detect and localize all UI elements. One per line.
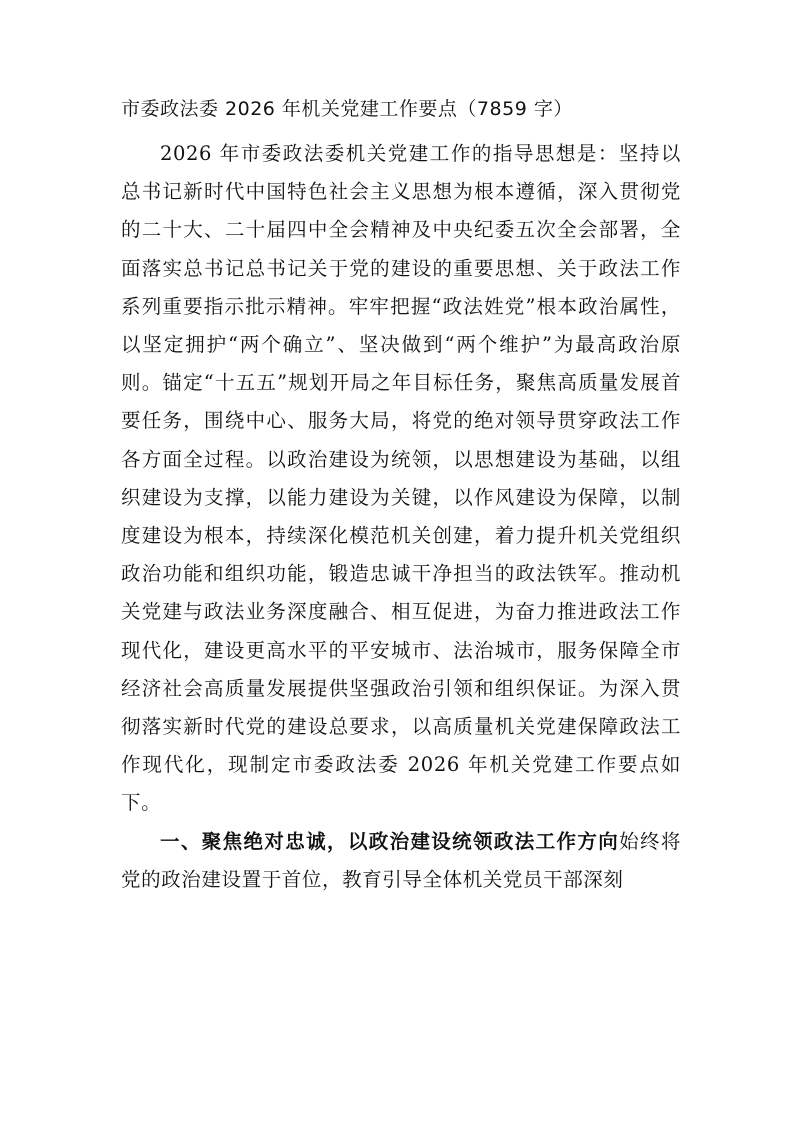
section-1-paragraph	[121, 823, 681, 899]
section-1-heading: 一、聚焦绝对忠诚，以政治建设统领政法工作方向	[160, 829, 620, 853]
document-body	[121, 88, 681, 899]
intro-paragraph: 2026 年市委政法委机关党建工作的指导思想是：坚持以总书记新时代中国特色社会主义思想为根本遵循，深入贯彻党的二十大、二十届四中全会精神及中央纪委五次全会部署，全面落实总书记总书记关于党的建设的重要思想、关于政法工作系列重要指示批示精神。牢牢把握“政法姓党”根本政治属性，以坚定拥护“两个确立”、坚决做到“两个维护”为最高政治原则。锚定“十五五”规划开局之年目标任务，聚焦高质量发展首要任务，围绕中心、服务大局，将党的绝对领导贯穿政法工作各方面全过程。以政治建设为统领，以思想建设为基础，以组织建设为支撑，以能力建设为关键，以作风建设为保障，以制度建设为根本，持续深化模范机关创建，着力提升机关党组织政治功能和组织功能，锻造忠诚干净担当的政法铁军。推动机关党建与政法业务深度融合、相互促进，为奋力推进政法工作现代化，建设更高水平的平安城市、法治城市，服务保障全市经济社会高质量发展提供坚强政治引领和组织保证。为深入贯彻落实新时代党的建设总要求，以高质量机关党建保障政法工作现代化，现制定市委政法委 2026 年机关党建工作要点如下。	[121, 142, 681, 815]
document-title: 市委政法委 2026 年机关党建工作要点（7859 字）	[121, 98, 573, 120]
section-1-body: 始终将党的政治建设置于首位，教育引导全体机关党员干部深刻	[121, 829, 681, 891]
